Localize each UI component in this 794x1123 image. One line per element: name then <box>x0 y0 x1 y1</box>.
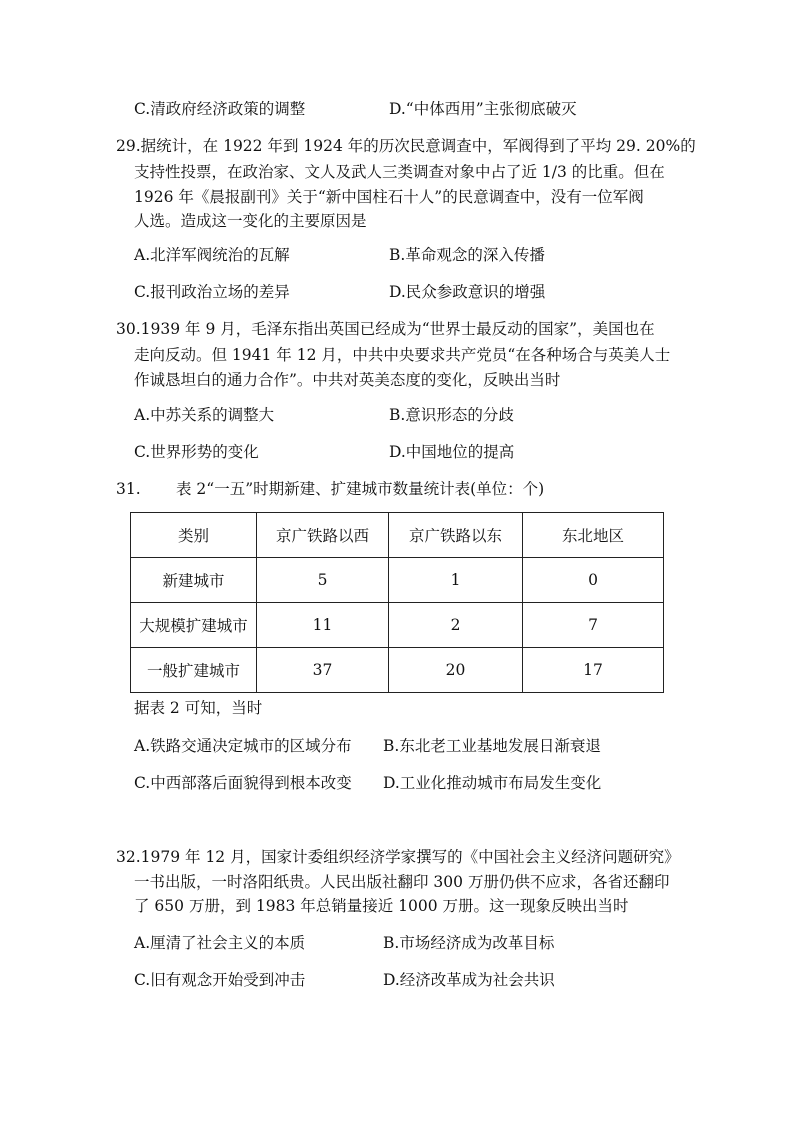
table-cell: 大规模扩建城市 <box>131 603 257 648</box>
q30-option-d: D.中国地位的提高 <box>389 443 515 461</box>
q29-option-b: B.革命观念的深入传播 <box>389 246 545 264</box>
q29-stem-line-2: 支持性投票，在政治家、文人及武人三类调查对象中占了近 1/3 的比重。但在 <box>134 163 665 181</box>
q32-option-b: B.市场经济成为改革目标 <box>383 934 555 952</box>
q31-table-caption: 表 2“一五”时期新建、扩建城市数量统计表(单位：个) <box>176 480 545 498</box>
q30-stem-line-3: 作诚恳坦白的通力合作”。中共对英美态度的变化，反映出当时 <box>134 371 561 389</box>
q31-option-b: B.东北老工业基地发展日渐衰退 <box>383 737 601 755</box>
table-cell: 一般扩建城市 <box>131 648 257 693</box>
table-header-cell: 类别 <box>131 513 257 558</box>
table-cell: 17 <box>523 648 664 693</box>
q31-stem: 据表 2 可知，当时 <box>134 699 263 717</box>
table-cell: 1 <box>389 558 523 603</box>
table-cell: 7 <box>523 603 664 648</box>
q28-option-d: D.“中体西用”主张彻底破灭 <box>389 100 577 118</box>
q29-stem-line-1: 29.据统计，在 1922 年到 1924 年的历次民意调查中，军阀得到了平均 29. 20%的 <box>116 137 696 155</box>
q30-option-c: C.世界形势的变化 <box>134 443 259 461</box>
q32-option-c: C.旧有观念开始受到冲击 <box>134 971 306 989</box>
q29-option-a: A.北洋军阀统治的瓦解 <box>134 246 290 264</box>
q29-option-c: C.报刊政治立场的差异 <box>134 283 290 301</box>
table-header-cell: 京广铁路以西 <box>257 513 389 558</box>
q31-option-d: D.工业化推动城市布局发生变化 <box>383 774 602 792</box>
q30-stem-line-2: 走向反动。但 1941 年 12 月，中共中央要求共产党员“在各种场合与英美人士 <box>134 346 671 364</box>
q29-stem-line-3: 1926 年《晨报副刊》关于“新中国柱石十人”的民意调查中，没有一位军阀 <box>134 188 644 206</box>
table-header-cell: 京广铁路以东 <box>389 513 523 558</box>
table-cell: 5 <box>257 558 389 603</box>
q32-option-a: A.厘清了社会主义的本质 <box>134 934 306 952</box>
q31-option-a: A.铁路交通决定城市的区域分布 <box>134 737 352 755</box>
table-cell: 新建城市 <box>131 558 257 603</box>
table-row <box>131 603 664 648</box>
q32-stem-line-2: 一书出版，一时洛阳纸贵。人民出版社翻印 300 万册仍供不应求，各省还翻印 <box>134 873 670 891</box>
table-cell: 20 <box>389 648 523 693</box>
q31-table <box>130 512 664 693</box>
q32-stem-line-1: 32.1979 年 12 月，国家计委组织经济学家撰写的《中国社会主义经济问题研究》 <box>116 848 680 866</box>
q32-option-d: D.经济改革成为社会共识 <box>383 971 555 989</box>
q32-stem-line-3: 了 650 万册，到 1983 年总销量接近 1000 万册。这一现象反映出当时 <box>134 897 629 915</box>
q30-stem-line-1: 30.1939 年 9 月，毛泽东指出英国已经成为“世界士最反动的国家”，美国也在 <box>116 320 655 338</box>
q31-option-c: C.中西部落后面貌得到根本改变 <box>134 774 352 792</box>
table-cell: 0 <box>523 558 664 603</box>
q30-option-a: A.中苏关系的调整大 <box>134 406 275 424</box>
table-cell: 37 <box>257 648 389 693</box>
table-cell: 2 <box>389 603 523 648</box>
q29-stem-line-4: 人选。造成这一变化的主要原因是 <box>134 212 367 230</box>
table-cell: 11 <box>257 603 389 648</box>
q31-number: 31. <box>116 480 141 498</box>
table-row <box>131 648 664 693</box>
table-header-row <box>131 513 664 558</box>
q29-option-d: D.民众参政意识的增强 <box>389 283 546 301</box>
q30-option-b: B.意识形态的分歧 <box>389 406 514 424</box>
q28-option-c: C.清政府经济政策的调整 <box>134 100 306 118</box>
table-row <box>131 558 664 603</box>
table-header-cell: 东北地区 <box>523 513 664 558</box>
